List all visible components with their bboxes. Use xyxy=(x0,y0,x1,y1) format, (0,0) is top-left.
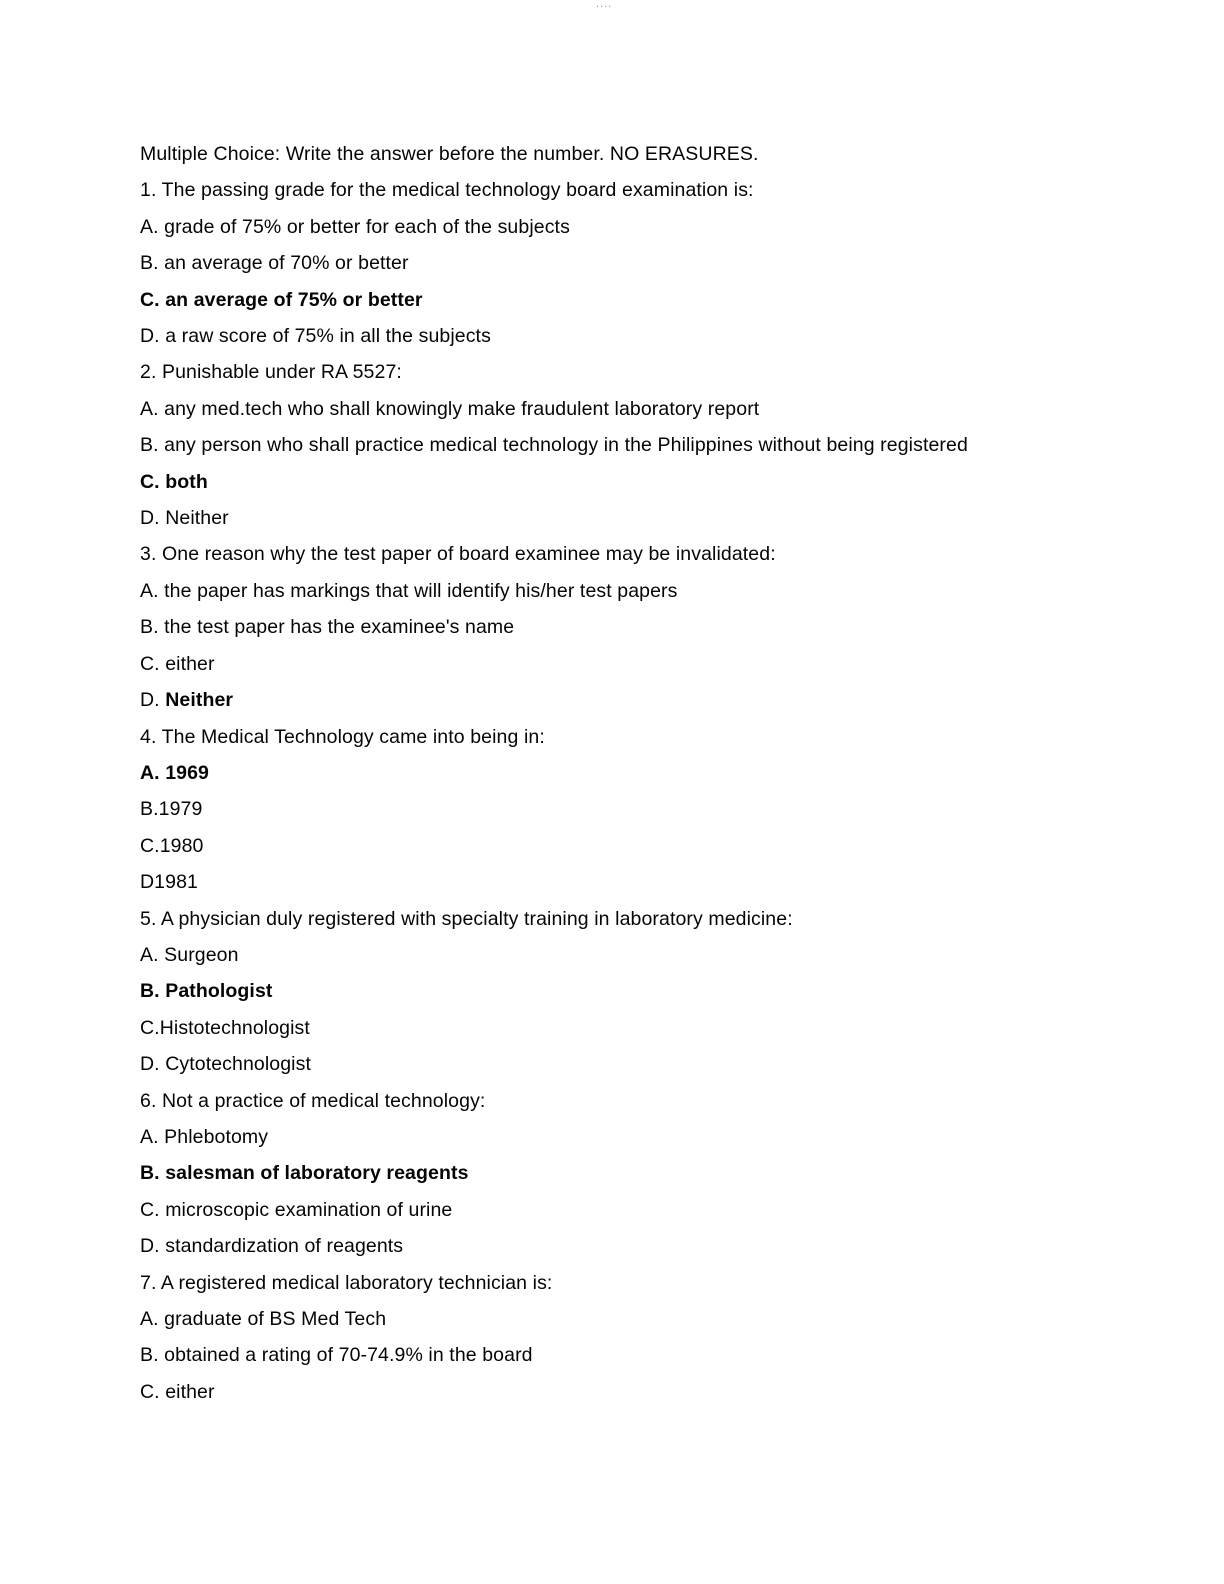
text-line: D. Neither xyxy=(140,507,229,530)
text-line: C.Histotechnologist xyxy=(140,1016,310,1039)
text-line: A. Surgeon xyxy=(140,943,239,966)
text-line: D. a raw score of 75% in all the subjects xyxy=(140,325,491,348)
text-line: C. either xyxy=(140,652,215,675)
text-line: B. salesman of laboratory reagents xyxy=(140,1162,469,1185)
text-line: C.1980 xyxy=(140,834,204,857)
text-line: 7. A registered medical laboratory technician is: xyxy=(140,1271,553,1294)
text-line xyxy=(140,682,1080,718)
document-body xyxy=(140,136,1080,1410)
text-line: C. both xyxy=(140,470,208,493)
text-line: A. 1969 xyxy=(140,761,209,784)
text-line: B.1979 xyxy=(140,798,203,821)
text-line: D. standardization of reagents xyxy=(140,1235,404,1258)
text-line: C. an average of 75% or better xyxy=(140,288,423,311)
text-line: Multiple Choice: Write the answer before the number. NO ERASURES. xyxy=(140,143,759,165)
text-line: 2. Punishable under RA 5527: xyxy=(140,361,402,384)
text-line: B. any person who shall practice medical technology in the Philippines without being registered xyxy=(140,434,968,457)
text-line: 1. The passing grade for the medical technology board examination is: xyxy=(140,179,754,202)
text-line: B. Pathologist xyxy=(140,980,273,1003)
text-line: 6. Not a practice of medical technology: xyxy=(140,1089,486,1112)
text-line: A. the paper has markings that will identify his/her test papers xyxy=(140,579,678,602)
page-top-mark: .... xyxy=(596,0,613,10)
text-line: C. microscopic examination of urine xyxy=(140,1198,453,1221)
text-line: 4. The Medical Technology came into being in: xyxy=(140,725,545,748)
text-line: D. Cytotechnologist xyxy=(140,1053,311,1076)
option-letter: D. xyxy=(140,689,166,712)
text-line: D1981 xyxy=(140,871,198,894)
text-line: 3. One reason why the test paper of board examinee may be invalidated: xyxy=(140,543,776,566)
text-line: A. Phlebotomy xyxy=(140,1125,269,1148)
text-line: A. graduate of BS Med Tech xyxy=(140,1308,387,1330)
text-line: C. either xyxy=(140,1380,215,1403)
option-text: Neither xyxy=(165,689,234,712)
text-line: B. the test paper has the examinee's name xyxy=(140,616,515,639)
text-line: B. an average of 70% or better xyxy=(140,252,409,275)
text-line: B. obtained a rating of 70-74.9% in the board xyxy=(140,1344,533,1367)
text-line: A. grade of 75% or better for each of the subjects xyxy=(140,215,570,238)
text-line: A. any med.tech who shall knowingly make fraudulent laboratory report xyxy=(140,397,760,420)
text-line: 5. A physician duly registered with specialty training in laboratory medicine: xyxy=(140,907,793,930)
